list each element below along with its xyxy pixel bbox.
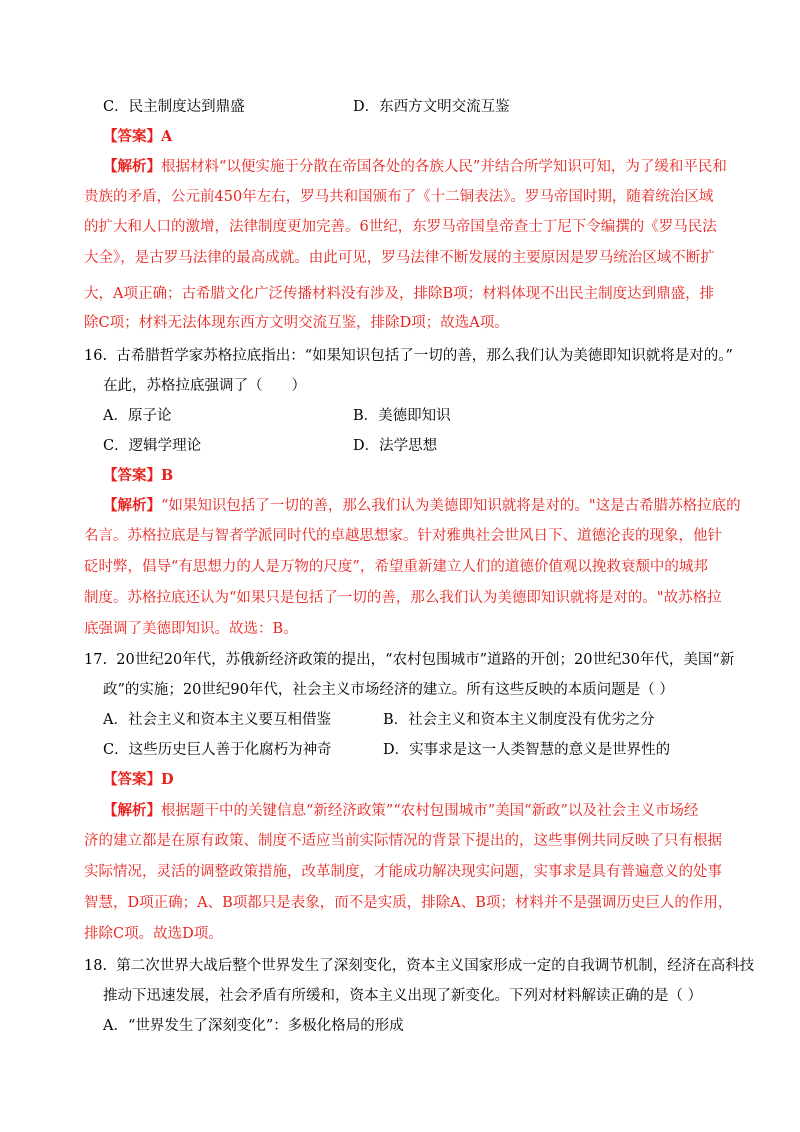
answer-value: D (161, 771, 174, 788)
q16-stem-line: 在此，苏格拉底强调了（ ） (103, 378, 306, 394)
q17-option-b: B．社会主义和资本主义制度没有优劣之分 (383, 712, 655, 728)
q16-analysis-line: 底强调了美德即知识。故选：B。 (84, 621, 298, 637)
q17-analysis-line: 智慧，D项正确；A、B项都只是表象，而不是实质，排除A、B项；材料并不是强调历史巨人的作用， (84, 895, 733, 911)
q15-answer (103, 127, 172, 147)
question-text: 第二次世界大战后整个世界发生了深刻变化，资本主义国家形成一定的自我调节机制，经济在高科技 (116, 958, 755, 974)
q17-option-a: A．社会主义和资本主义要互相借鉴 (103, 712, 331, 728)
q16-option-a: A．原子论 (103, 408, 172, 424)
q15-analysis-line (103, 157, 727, 177)
question-number: 18. (84, 958, 108, 974)
q15-analysis-line: 大，A项正确；古希腊文化广泛传播材料没有涉及，排除B项；材料体现不出民主制度达到鼎盛，排 (84, 286, 715, 302)
q16-option-b: B．美德即知识 (353, 408, 451, 424)
q17-analysis-line: 济的建立都是在原有政策、制度不适应当前实际情况的背景下提出的，这些事例共同反映了只有根据 (84, 833, 722, 849)
q15-option-d: D．东西方文明交流互鉴 (353, 99, 510, 115)
analysis-tag: 【解析】 (103, 158, 161, 175)
q17-analysis-line: 排除C项。故选D项。 (84, 926, 223, 942)
answer-tag: 【答案】 (103, 467, 161, 484)
q16-analysis-line (103, 496, 741, 516)
q15-analysis-line: 除C项；材料无法体现东西方文明交流互鉴，排除D项；故选A项。 (84, 315, 509, 331)
analysis-text: “如果知识包括了一切的善，那么我们认为美德即知识就将是对的。"这是古希腊苏格拉底的 (161, 498, 741, 514)
q16-analysis-line: 砭时弊，倡导“有思想力的人是万物的尺度”，希望重新建立人们的道德价值观以挽救衰颓中的城邦 (84, 559, 708, 575)
q17-stem-line: 政”的实施；20世纪90年代，社会主义市场经济的建立。所有这些反映的本质问题是（ ） (103, 682, 674, 698)
q16-analysis-line: 名言。苏格拉底是与智者学派同时代的卓越思想家。针对雅典社会世风日下、道德沦丧的现象，他针 (84, 528, 722, 544)
q16-option-d: D．法学思想 (353, 438, 438, 454)
q18-option-a: A．“世界发生了深刻变化”：多极化格局的形成 (103, 1018, 404, 1034)
answer-tag: 【答案】 (103, 128, 161, 145)
q15-analysis-line: 的扩大和人口的激增，法律制度更加完善。6世纪，东罗马帝国皇帝查士丁尼下令编撰的《罗马民法 (84, 219, 717, 235)
question-text: 20世纪20年代，苏俄新经济政策的提出，“农村包围城市”道路的开创；20世纪30年代，美国“新 (116, 652, 735, 668)
analysis-tag: 【解析】 (103, 497, 161, 514)
q15-analysis-line: 贵族的矛盾，公元前450年左右，罗马共和国颁布了《十二铜表法》。罗马帝国时期，随着统治区域 (84, 189, 714, 205)
q17-analysis-line: 实际情况，灵活的调整政策措施，改革制度，才能成功解决现实问题，实事求是具有普遍意义的处事 (84, 864, 722, 880)
question-text: 古希腊哲学家苏格拉底指出：“如果知识包括了一切的善，那么我们认为美德即知识就将是对的。” (116, 348, 733, 364)
analysis-tag: 【解析】 (103, 802, 161, 819)
answer-value: B (161, 467, 174, 484)
question-number: 16. (84, 348, 108, 364)
q16-answer (103, 466, 173, 486)
q17-option-c: C．这些历史巨人善于化腐朽为神奇 (103, 742, 332, 758)
q18-stem-line (84, 956, 754, 976)
q17-analysis-line (103, 801, 698, 821)
q15-option-c: C．民主制度达到鼎盛 (103, 99, 245, 115)
answer-tag: 【答案】 (103, 771, 161, 788)
analysis-text: 根据材料“以便实施于分散在帝国各处的各族人民”并结合所学知识可知，为了缓和平民和 (161, 159, 727, 175)
q18-stem-line: 推动下迅速发展，社会矛盾有所缓和，资本主义出现了新变化。下列对材料解读正确的是（ ） (103, 988, 703, 1004)
q16-stem-line (84, 346, 733, 366)
answer-value: A (161, 128, 173, 145)
q16-analysis-line: 制度。苏格拉底还认为“如果只是包括了一切的善，那么我们认为美德即知识就将是对的。"故苏格拉 (84, 590, 722, 606)
q16-option-c: C．逻辑学理论 (103, 438, 202, 454)
analysis-text: 根据题干中的关键信息“新经济政策”“农村包围城市”美国“新政”以及社会主义市场经 (161, 803, 699, 819)
question-number: 17. (84, 652, 108, 668)
q17-stem-line (84, 650, 734, 670)
q17-option-d: D．实事求是这一人类智慧的意义是世界性的 (383, 742, 671, 758)
q15-analysis-line: 大全》，是古罗马法律的最高成就。由此可见，罗马法律不断发展的主要原因是罗马统治区域不断扩 (84, 250, 715, 266)
q17-answer (103, 770, 174, 790)
